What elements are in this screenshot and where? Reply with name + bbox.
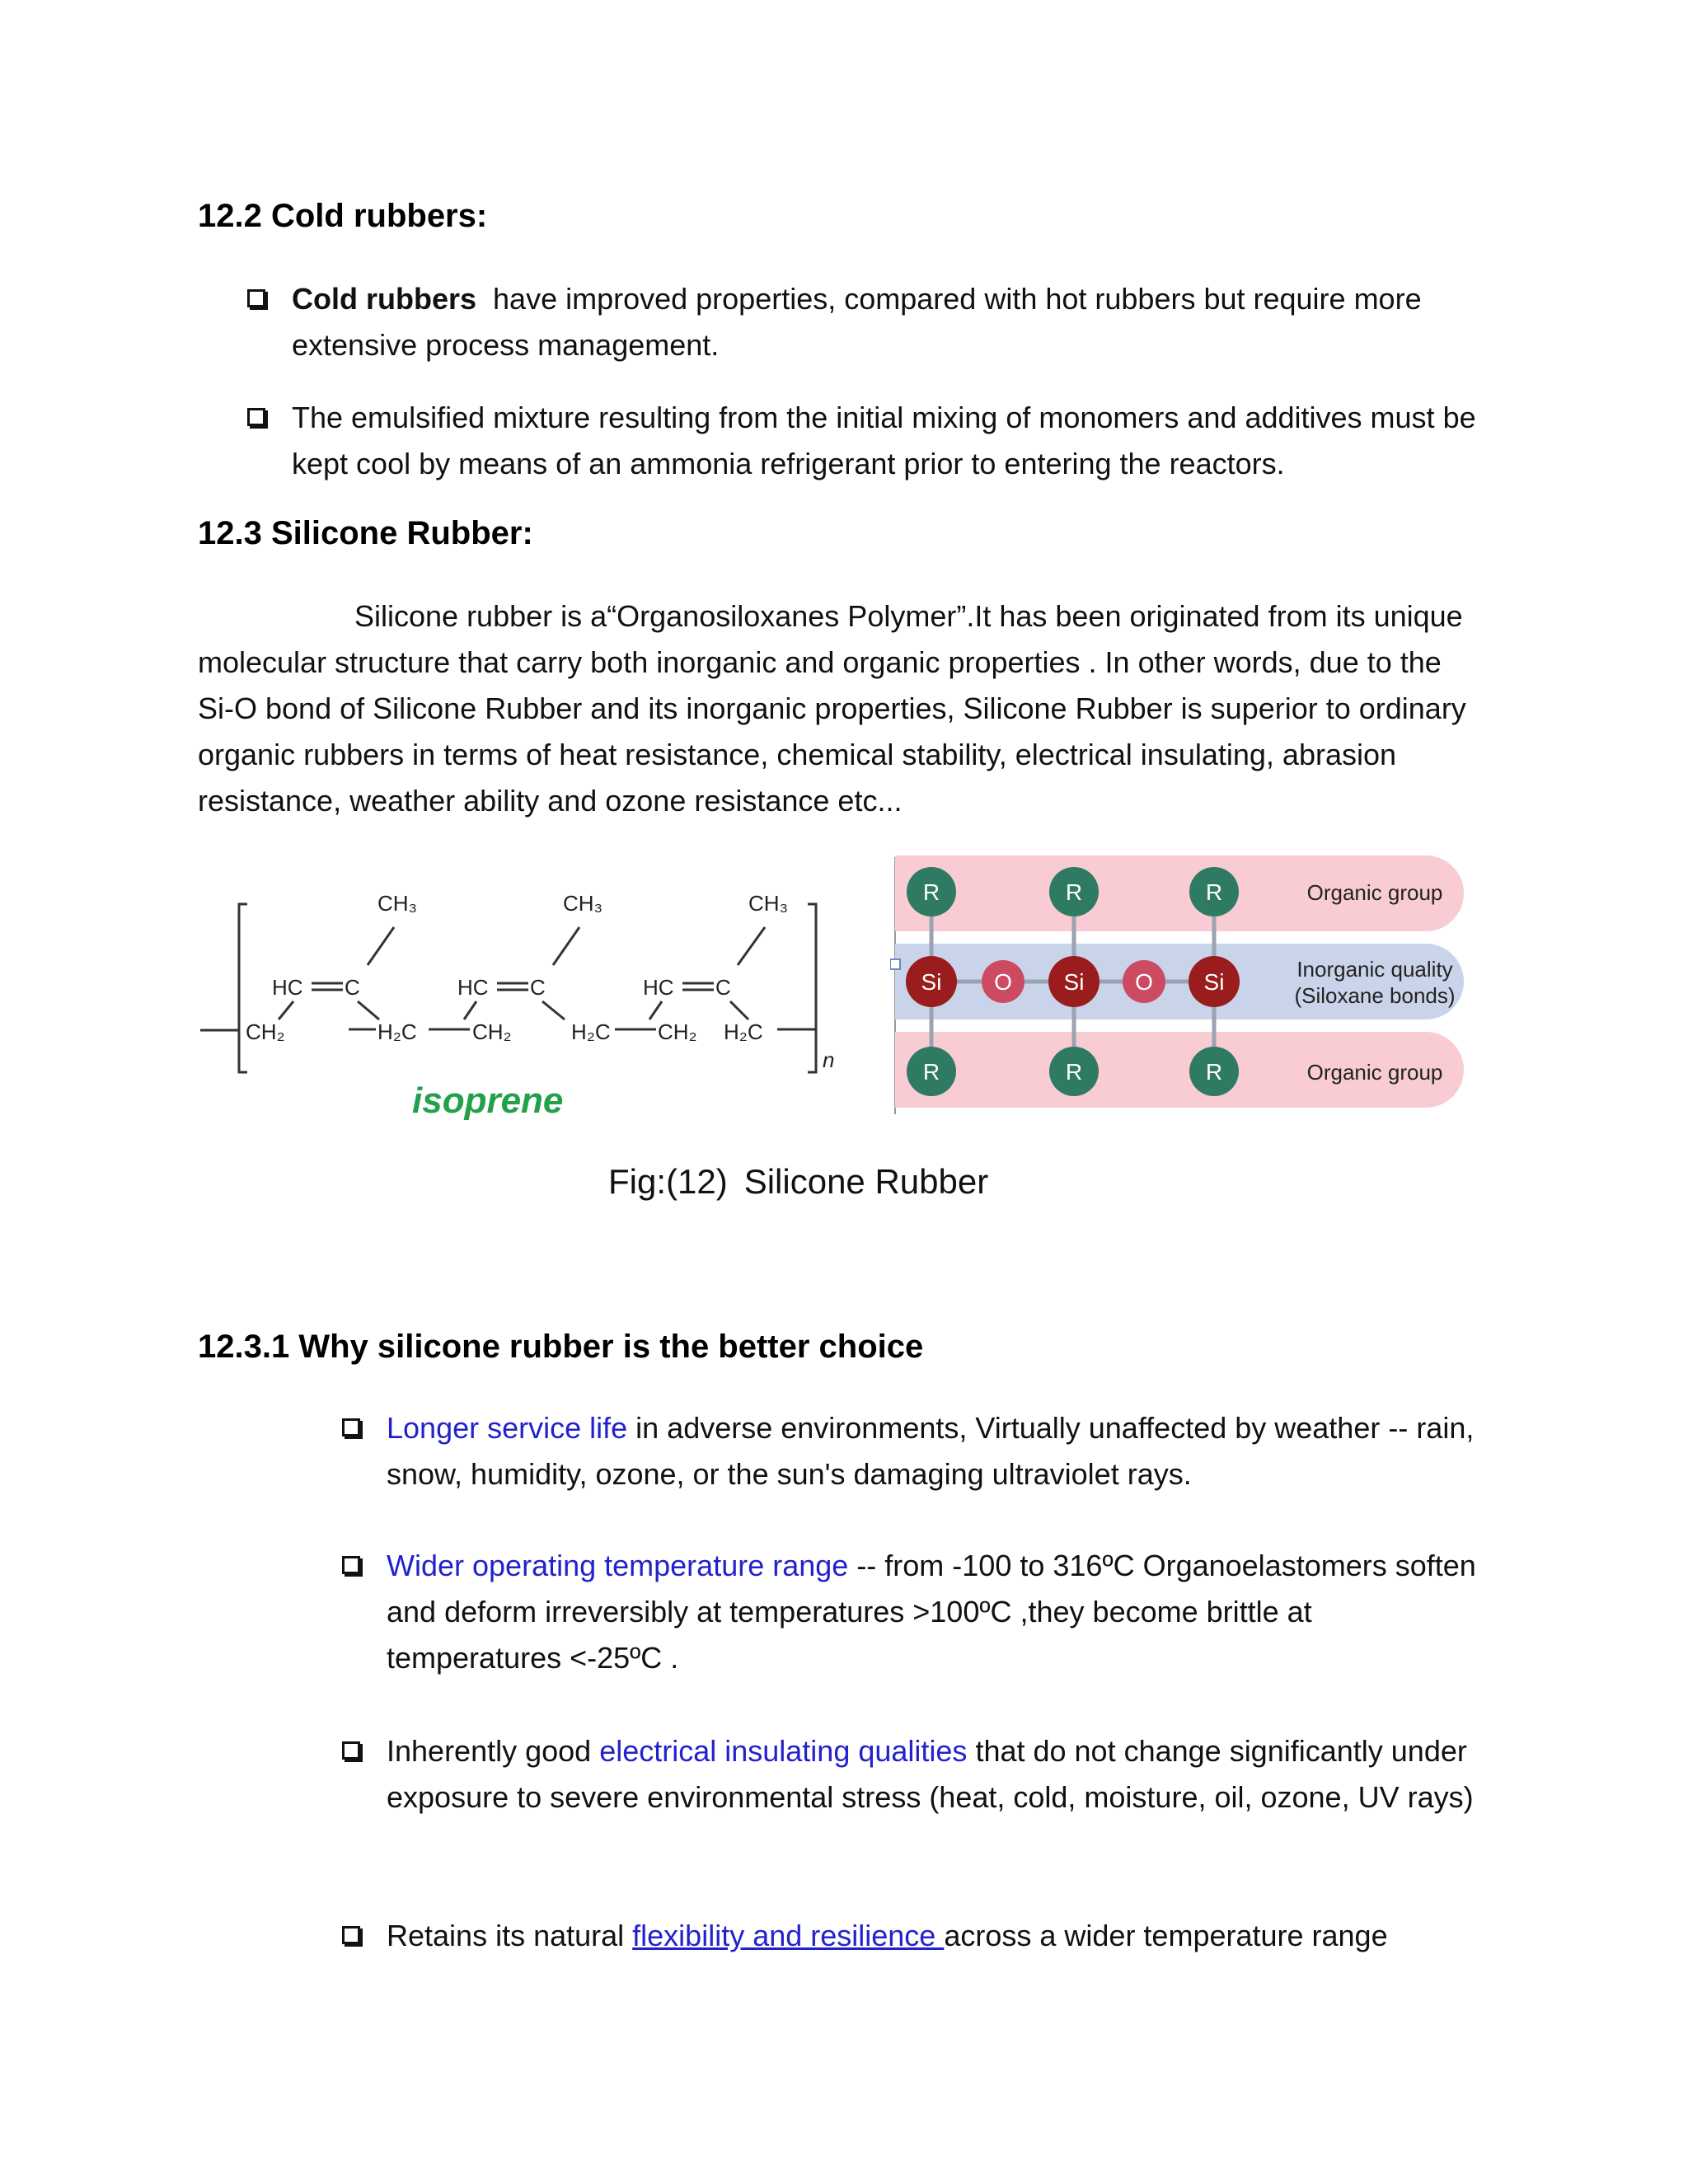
svg-text:Si: Si bbox=[921, 969, 942, 995]
svg-text:CH₃: CH₃ bbox=[563, 891, 603, 916]
bullet-text: The emulsified mixture resulting from the initial mixing of monomers and additives must be kept cool by means of an ammonia refrigerant prior to entering the reactors. bbox=[292, 401, 1476, 480]
svg-text:H₂C: H₂C bbox=[377, 1019, 417, 1044]
bullet-text: Longer service life in adverse environments, Virtually unaffected by weather -- rain, snow, humidity, ozone, or the sun's damaging ultraviolet rays. bbox=[387, 1411, 1475, 1491]
list-item bbox=[342, 1913, 1484, 1959]
bold-term: Cold rubbers bbox=[292, 282, 477, 316]
svg-text:Si: Si bbox=[1203, 969, 1225, 995]
silicone-paragraph: Silicone rubber is a“Organosiloxanes Polymer”.It has been originated from its unique molecular structure that carry both inorganic and organic properties . In other words, due to the Si-O bond of Silicone Rubber and its inorganic properties, Silicone Rubber is superior to ordinary organic rubbers in terms of heat resistance, chemical stability, electrical insulating, abrasion resistance, weather ability and ozone resistance etc... bbox=[198, 599, 1466, 818]
link-longer-service-life[interactable]: Longer service life bbox=[387, 1411, 636, 1445]
link-operating-temperature[interactable]: Wider operating temperature range bbox=[387, 1549, 849, 1582]
svg-text:C: C bbox=[715, 975, 731, 1000]
checkbox-bullet-icon bbox=[247, 408, 265, 426]
svg-text:n: n bbox=[823, 1047, 835, 1072]
checkbox-bullet-icon bbox=[342, 1556, 360, 1574]
svg-text:R: R bbox=[1205, 879, 1223, 905]
svg-text:R: R bbox=[1205, 1059, 1223, 1085]
svg-text:C: C bbox=[530, 975, 546, 1000]
link-electrical-insulating[interactable]: electrical insulating qualities bbox=[599, 1734, 976, 1768]
svg-text:R: R bbox=[1065, 879, 1083, 905]
bullet-text: Retains its natural flexibility and resilience across a wider temperature range bbox=[387, 1919, 1388, 1952]
svg-text:C: C bbox=[345, 975, 360, 1000]
checkbox-bullet-icon bbox=[247, 289, 265, 307]
list-item bbox=[342, 1405, 1484, 1497]
figure-caption: Fig:(12) Silicone Rubber bbox=[608, 1162, 989, 1201]
isoprene-structure-diagram bbox=[196, 861, 856, 1125]
bullet-text: Cold rubbers have improved properties, compared with hot rubbers but require more extensive process management. bbox=[292, 282, 1430, 362]
svg-text:R: R bbox=[1065, 1059, 1083, 1085]
svg-text:HC: HC bbox=[457, 975, 489, 1000]
svg-text:R: R bbox=[922, 1059, 940, 1085]
siloxane-structure-diagram bbox=[890, 849, 1484, 1121]
checkbox-bullet-icon bbox=[342, 1741, 360, 1760]
svg-text:H₂C: H₂C bbox=[724, 1019, 763, 1044]
bullet-text: Inherently good electrical insulating qualities that do not change significantly under exposure to severe environmental stress (heat, cold, moisture, oil, ozone, UV rays) bbox=[387, 1734, 1474, 1814]
heading-12-3-1: 12.3.1 Why silicone rubber is the better choice bbox=[198, 1329, 924, 1365]
svg-text:HC: HC bbox=[643, 975, 674, 1000]
svg-text:R: R bbox=[922, 879, 940, 905]
link-flexibility-resilience[interactable]: flexibility and resilience bbox=[632, 1919, 945, 1952]
inorganic-quality-label: Inorganic quality bbox=[1296, 957, 1453, 982]
svg-text:O: O bbox=[994, 969, 1012, 995]
checkbox-bullet-icon bbox=[342, 1926, 360, 1944]
organic-group-top-label: Organic group bbox=[1306, 880, 1443, 905]
svg-text:O: O bbox=[1135, 969, 1153, 995]
list-item bbox=[247, 395, 1484, 487]
heading-12-2: 12.2 Cold rubbers: bbox=[198, 198, 488, 234]
svg-text:CH₃: CH₃ bbox=[377, 891, 418, 916]
list-item bbox=[342, 1728, 1484, 1821]
siloxane-bonds-label: (Siloxane bonds) bbox=[1294, 983, 1456, 1008]
checkbox-bullet-icon bbox=[342, 1418, 360, 1436]
list-item bbox=[247, 276, 1484, 368]
heading-12-3: 12.3 Silicone Rubber: bbox=[198, 515, 533, 551]
svg-text:HC: HC bbox=[272, 975, 303, 1000]
svg-text:CH₃: CH₃ bbox=[748, 891, 789, 916]
svg-text:H₂C: H₂C bbox=[571, 1019, 611, 1044]
svg-text:CH₂: CH₂ bbox=[472, 1019, 512, 1044]
svg-text:CH₂: CH₂ bbox=[658, 1019, 697, 1044]
organic-group-bottom-label: Organic group bbox=[1306, 1060, 1443, 1085]
isoprene-label: isoprene bbox=[412, 1080, 564, 1121]
list-item bbox=[342, 1543, 1484, 1681]
bullet-text: Wider operating temperature range -- from -100 to 316ºC Organoelastomers soften and deform irreversibly at temperatures >100ºC ,they become brittle at temperatures <-25ºC . bbox=[387, 1549, 1484, 1675]
svg-text:Si: Si bbox=[1063, 969, 1085, 995]
svg-text:CH₂: CH₂ bbox=[246, 1019, 285, 1044]
